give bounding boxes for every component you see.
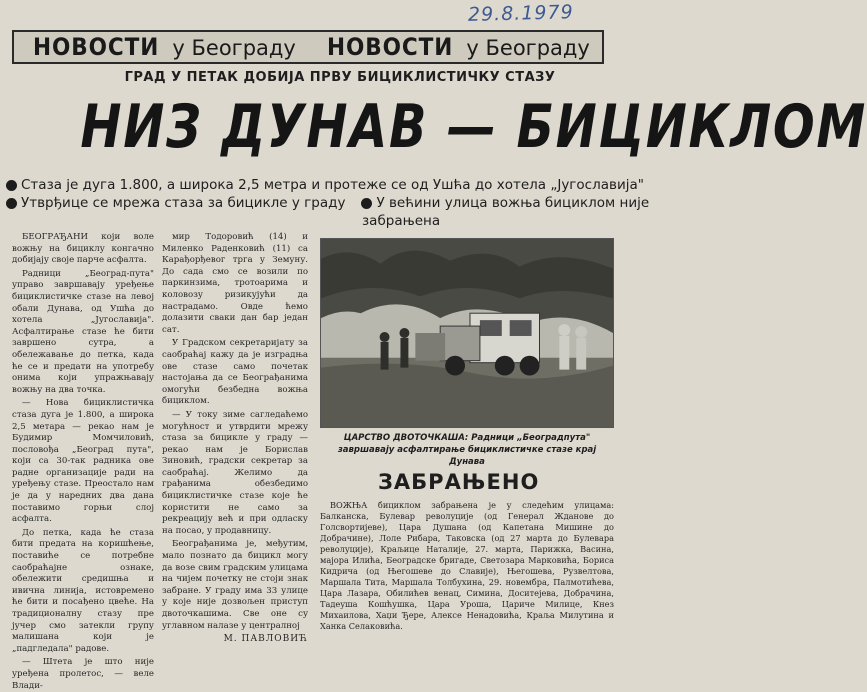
highlights-block (6, 176, 650, 229)
paragraph: — Штета је што није уређена пролетос, — веле Влади- (12, 657, 154, 691)
section-subhead: ЗАБРАЊЕНО (378, 470, 540, 494)
paragraph: До петка, када ће стаза бити предата на коришћење, поставиће се потребне саобраћајне ознаке, обележити средишња и ивична линија, истовремено ће бити и посађено цвеће. На традиционалну стазу пре јучер смо затекли групу малишана који је „падгледала" радове. (12, 527, 154, 654)
masthead-banner (12, 30, 604, 64)
article-column-3 (320, 500, 614, 631)
paragraph: Радници „Београд-пута" управо завршавају уређење бициклистичке стазе на левој обали Дунава, од Ушћа до хотела „Југославија". Асфалтирање стазе ће бити завршено сутра, а обележавање до петка, када ће се и предати на употребу онима који упражњавају вожњу на два точка. (12, 268, 154, 395)
paragraph: мир Тодоровић (14) и Миленко Раденковић (11) са Карађорђевог трга у Земуну. До сада смо се возили по паркинзима, тротоарима и коловозу ризикујући да настрадамо. Овде ћемо долазити сваки дан бар један сат. (162, 232, 308, 335)
bullet-icon (6, 180, 17, 191)
article-column-2 (162, 232, 308, 645)
photo-illustration (321, 239, 613, 427)
highlight-group (361, 194, 649, 212)
highlight-row (6, 194, 650, 212)
highlight-item: Утврђице се мрежа стаза за бицикле у граду (21, 195, 346, 211)
news-photo (320, 238, 614, 428)
highlight-item: У већини улица вожња бициклом није (376, 195, 650, 211)
photo-caption: ЦАРСТВО ДВОТОЧКАША: Радници „Београдпута" завршавају асфалтирање бициклистичке стазе крај Дунава (337, 433, 597, 467)
highlight-row (6, 176, 644, 194)
article-column-1 (12, 232, 154, 691)
masthead-city: у Београду (466, 36, 590, 60)
paragraph: БЕОГРАЂАНИ који воле вожњу на бициклу конгачно добијају своје парче асфалта. (12, 232, 154, 266)
paragraph: ВОЖЊА бициклом забрањена је у следећим улицама: Балканска, Булевар револуције (од Генерал Жданове до Голсвортијеве), Цара Душана (од Капетана Мишине до Добрачине), Лоле Рибара, Таковска (од 27 марта до Булевара револуције), Краљице Наталије, 27. марта, Парижка, Васина, мајора Илића, Београдске бригаде, Светозара Марковића, Бориса Кидрича (од Његошеве до Славије), Његошева, Рузвелтова, Маршала Тита, Маршала Толбухина, 29. новембра, Палмотићева, Цара Лазара, Обилићев венац, Симина, Доситејева, Добрачина, Тадеуша Кошћушка, Цара Уроша, Цариче Милице, Кнез Михаилова, Хаџи Ђере, Алексе Ненадовића, Краља Милутина и Ханка Селаковића. (320, 500, 614, 631)
handwritten-date: 29.8.1979 (467, 1, 574, 26)
headline: НИЗ ДУНАВ — БИЦИКЛОМ (80, 92, 867, 162)
highlight-row (6, 212, 612, 230)
highlight-item: Стаза је дуга 1.800, а широка 2,5 метра и протеже се од Ушћа до хотела „Југославија" (21, 177, 644, 193)
paragraph: Београђанима је, међутим, мало познато да бицикл могу да возе свим градским улицама на чијем почетку не стоји знак забране. У граду има 33 улице у које није дозвољен приступ двоточкашима. Све оне су углавном налазе у централној (162, 539, 308, 631)
masthead-word: НОВОСТИ (33, 33, 160, 61)
masthead-city: у Београду (172, 36, 296, 60)
bullet-icon (361, 198, 372, 209)
bullet-icon (6, 198, 17, 209)
masthead-segment (320, 33, 590, 61)
masthead-segment (26, 33, 296, 61)
author-byline: М. ПАВЛОВИЋ (223, 634, 308, 645)
paragraph: — У току зиме сагледаћемо могућност и утврдити мрежу стаза за бицикле у граду — рекао нам је Борислав Зиновић, градски секретар за саобраћај. Желимо да грађанима обезбедимо бициклистичке стазе које ће користити не само за рекреацију већ и при одласку на посао, у продавницу. (162, 409, 308, 536)
kicker-line: ГРАД У ПЕТАК ДОБИЈА ПРВУ БИЦИКЛИСТИЧКУ СТАЗУ (124, 70, 556, 85)
masthead-word: НОВОСТИ (327, 33, 454, 61)
paragraph: У Градском секретаријату за саобраћај кажу да је изградња ове стазе само почетак настојања да се Београђанима омогући безбедна вожња бициклом. (162, 338, 308, 407)
highlight-item-continuation: забрањена (362, 213, 441, 229)
highlight-group (6, 194, 345, 212)
paragraph: — Нова бициклистичка стаза дуга је 1.800, а широка 2,5 метара — рекао нам је Будимир Момчиловић, пословођа „Београд пута", који са 30-так радника ове радне организације ради на уређењу стазе. Преостало нам је да у наредних два дана поставимо горњи слој асфалта. (12, 398, 154, 525)
